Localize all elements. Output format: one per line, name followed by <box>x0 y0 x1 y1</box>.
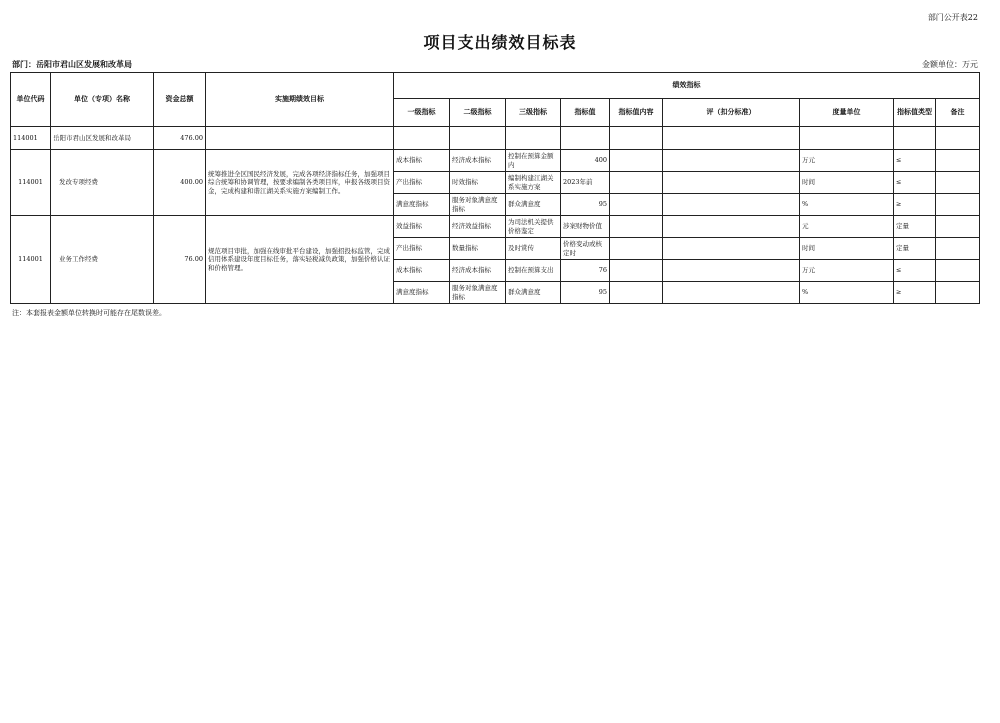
cell-level3: 群众满意度 <box>506 282 561 304</box>
footnote: 注：本套报表金额单位转换时可能存在尾数误差。 <box>12 309 166 317</box>
cell-amount: 476.00 <box>154 127 206 150</box>
cell-goal: 规范项目审批，加强在线审批平台建设，加强招投标监管，完成信用体系建设年度目标任务，落实轻税减负政策，加强价格认证和价格管理。 <box>206 216 394 304</box>
cell-amount: 400.00 <box>154 150 206 216</box>
cell-name: 业务工作经费 <box>51 216 154 304</box>
cell-value: 2023年前 <box>561 172 610 194</box>
cell-unit: % <box>800 282 894 304</box>
cell-remark <box>936 194 980 216</box>
form-number: 部门公开表22 <box>927 13 978 22</box>
cell-level3: 群众满意度 <box>506 194 561 216</box>
cell-remark <box>936 260 980 282</box>
cell-name: 岳阳市君山区发展和改革局 <box>51 127 154 150</box>
cell-level2: 经济成本指标 <box>450 260 506 282</box>
table-row <box>11 216 980 238</box>
cell-level2: 数量指标 <box>450 238 506 260</box>
cell-code: 114001 <box>11 127 51 150</box>
cell-unit: 时间 <box>800 172 894 194</box>
cell-content <box>610 150 663 172</box>
header-scoring: 评（扣分标准） <box>663 99 800 127</box>
page-title: 项目支出绩效目标表 <box>423 33 577 52</box>
cell-value: 400 <box>561 150 610 172</box>
performance-table <box>10 72 980 304</box>
cell-scoring <box>663 282 800 304</box>
header-level3: 三级指标 <box>506 99 561 127</box>
cell-unit: 万元 <box>800 150 894 172</box>
cell-scoring <box>663 194 800 216</box>
cell-content <box>610 238 663 260</box>
header-unit-code: 单位代码 <box>11 73 51 127</box>
cell-level2: 经济效益指标 <box>450 216 506 238</box>
department-label: 部门：岳阳市君山区发展和改革局 <box>12 59 132 69</box>
cell-unit: % <box>800 194 894 216</box>
cell-level3: 控制在预算金额内 <box>506 150 561 172</box>
header-level1: 一级指标 <box>394 99 450 127</box>
cell-level1: 产出指标 <box>394 238 450 260</box>
cell-level1: 效益指标 <box>394 216 450 238</box>
cell-level3: 为司法机关提供价格鉴定 <box>506 216 561 238</box>
cell-type: ≥ <box>894 194 936 216</box>
cell-remark <box>936 216 980 238</box>
header-target-content: 指标值内容 <box>610 99 663 127</box>
cell-type: ≤ <box>894 150 936 172</box>
cell-level2: 时效指标 <box>450 172 506 194</box>
cell-remark <box>936 172 980 194</box>
cell-value: 价格变动或核定时 <box>561 238 610 260</box>
cell-content <box>610 194 663 216</box>
table-row-summary <box>11 127 980 150</box>
header-unit-name: 单位（专项）名称 <box>51 73 154 127</box>
cell-level3: 编制构建江湖关系实施方案 <box>506 172 561 194</box>
cell-level1: 成本指标 <box>394 260 450 282</box>
cell-content <box>610 216 663 238</box>
cell-scoring <box>663 260 800 282</box>
cell-content <box>610 172 663 194</box>
cell-remark <box>936 150 980 172</box>
cell-code: 114001 <box>11 150 51 216</box>
table-row <box>11 150 980 172</box>
cell-level2: 服务对象满意度指标 <box>450 282 506 304</box>
cell-level3: 控制在预算支出 <box>506 260 561 282</box>
header-goal: 实施期绩效目标 <box>206 73 394 127</box>
cell-value: 95 <box>561 282 610 304</box>
cell-type: ≤ <box>894 172 936 194</box>
cell-remark <box>936 282 980 304</box>
cell-name: 发改专项经费 <box>51 150 154 216</box>
cell-type: 定量 <box>894 216 936 238</box>
cell-goal: 统筹推进全区国民经济发展，完成各项经济指标任务，加强项目综合统筹和协调管理，按要求编制各类项目库，申报各级项目资金，完成构建和谐江湖关系实施方案编制工作。 <box>206 150 394 216</box>
cell-remark <box>936 238 980 260</box>
cell-level1: 产出指标 <box>394 172 450 194</box>
header-remark: 备注 <box>936 99 980 127</box>
cell-level2: 服务对象满意度指标 <box>450 194 506 216</box>
cell-value: 76 <box>561 260 610 282</box>
cell-unit: 万元 <box>800 260 894 282</box>
cell-scoring <box>663 216 800 238</box>
header-performance: 绩效指标 <box>394 73 980 99</box>
cell-level3: 及时赏传 <box>506 238 561 260</box>
cell-amount: 76.00 <box>154 216 206 304</box>
cell-content <box>610 260 663 282</box>
cell-level1: 满意度指标 <box>394 282 450 304</box>
cell-level1: 成本指标 <box>394 150 450 172</box>
cell-scoring <box>663 150 800 172</box>
cell-code: 114001 <box>11 216 51 304</box>
cell-unit: 时间 <box>800 238 894 260</box>
cell-scoring <box>663 238 800 260</box>
cell-content <box>610 282 663 304</box>
amount-unit-label: 金额单位：万元 <box>922 60 978 69</box>
cell-type: ≥ <box>894 282 936 304</box>
cell-value: 95 <box>561 194 610 216</box>
header-measure-unit: 度量单位 <box>800 99 894 127</box>
cell-type: ≤ <box>894 260 936 282</box>
cell-level2: 经济成本指标 <box>450 150 506 172</box>
header-total-funds: 资金总额 <box>154 73 206 127</box>
cell-level1: 满意度指标 <box>394 194 450 216</box>
header-target-value: 指标值 <box>561 99 610 127</box>
cell-unit: 元 <box>800 216 894 238</box>
cell-value: 涉案财物价值 <box>561 216 610 238</box>
header-level2: 二级指标 <box>450 99 506 127</box>
header-value-type: 指标值类型 <box>894 99 936 127</box>
cell-scoring <box>663 172 800 194</box>
cell-type: 定量 <box>894 238 936 260</box>
